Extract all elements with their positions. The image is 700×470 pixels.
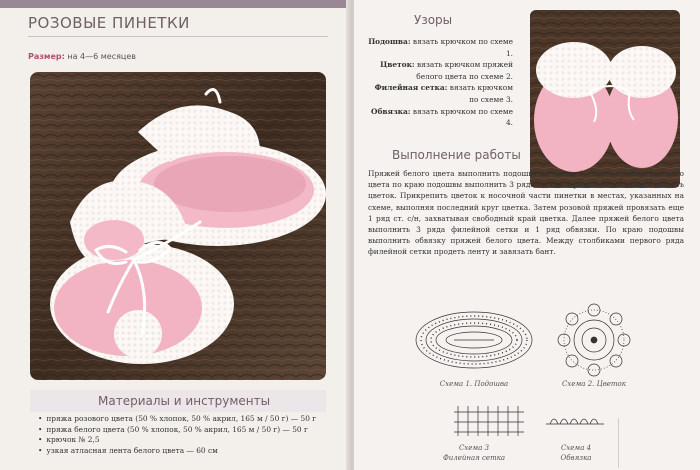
work-title: Выполнение работы — [392, 148, 521, 162]
pattern-item — [368, 59, 513, 82]
scheme2-flower-diagram — [558, 304, 630, 376]
pattern-item — [368, 82, 513, 105]
booties-photo — [30, 72, 326, 380]
work-instructions: Пряжей белого цвета выполнить подошву по схеме 1. Затем пряжей розового цвета по краю подошвы выполнить 3 ряда ст. с/н. Пряжей белого цвета связать цветок. Прикрепить цветок к носочной части пинетки в местах, указанных на схеме, выполняя последний круг цветка. Затем розовой пряжей провязать еще 1 ряд ст. с/н, захватывая свободный край цветка. Далее пряжей белого цвета выполнить 3 ряда филейной сетки и 1 ряд обвязки. По краю подошвы выполнить обвязку пряжей белого цвета. Между столбиками первого ряда филейной сетки продеть ленту и завязать бант. — [368, 169, 684, 257]
size-value: на 4—6 месяцев — [67, 52, 137, 61]
pattern-name: Цветок: — [380, 60, 415, 70]
header-band — [0, 0, 352, 8]
legend-panel — [618, 418, 689, 468]
patterns-title: Узоры — [414, 13, 453, 27]
patterns-list — [368, 36, 513, 129]
pattern-name: Подошва: — [368, 37, 411, 46]
pattern-name: Обвязка: — [371, 106, 411, 116]
pattern-item — [368, 106, 513, 129]
size-label: Размер: — [28, 52, 65, 61]
scheme1-sole-diagram — [416, 312, 532, 368]
pattern-text: вязать крючком пряжей белого цвета по схеме 2. — [416, 60, 513, 81]
materials-item: • пряжа белого цвета (50 % хлопок, 50 % акрил, 165 м / 50 г) — 50 г — [38, 425, 338, 436]
scheme4-caption-b: Обвязка — [560, 454, 592, 462]
booties-thumbnail — [530, 10, 680, 188]
materials-title: Материалы и инструменты — [98, 394, 271, 408]
size-line — [28, 52, 136, 61]
pattern-text: вязать крючком по схеме 1. — [412, 37, 513, 58]
pattern-text: вязать крючком по схеме 3. — [449, 83, 513, 104]
scheme2-caption: Схема 2. Цветок — [562, 380, 626, 388]
scheme1-caption: Схема 1. Подошва — [439, 380, 509, 388]
right-page — [354, 0, 700, 470]
scheme4-caption-a: Схема 4 — [560, 444, 592, 452]
page-title: РОЗОВЫЕ ПИНЕТКИ — [28, 14, 190, 32]
booties-photo-illustration — [30, 72, 326, 380]
pattern-text: вязать крючком по схеме 4. — [412, 106, 513, 128]
materials-item: • узкая атласная лента белого цвета — 60 см — [38, 446, 338, 457]
scheme3-caption-b: Филейная сетка — [442, 454, 506, 462]
pattern-item — [368, 36, 513, 59]
scheme3-filet-diagram — [454, 406, 524, 436]
booties-thumbnail-illustration — [530, 10, 680, 188]
scheme4-edging-diagram — [546, 419, 604, 424]
pattern-name: Филейная сетка: — [374, 83, 448, 93]
materials-item: • крючок № 2,5 — [38, 435, 338, 446]
scheme3-caption-a: Схема 3 — [458, 444, 490, 452]
materials-item: • пряжа розового цвета (50 % хлопок, 50 % акрил, 165 м / 50 г) — 50 г — [38, 414, 338, 425]
materials-list — [38, 414, 338, 456]
title-divider — [28, 36, 328, 37]
